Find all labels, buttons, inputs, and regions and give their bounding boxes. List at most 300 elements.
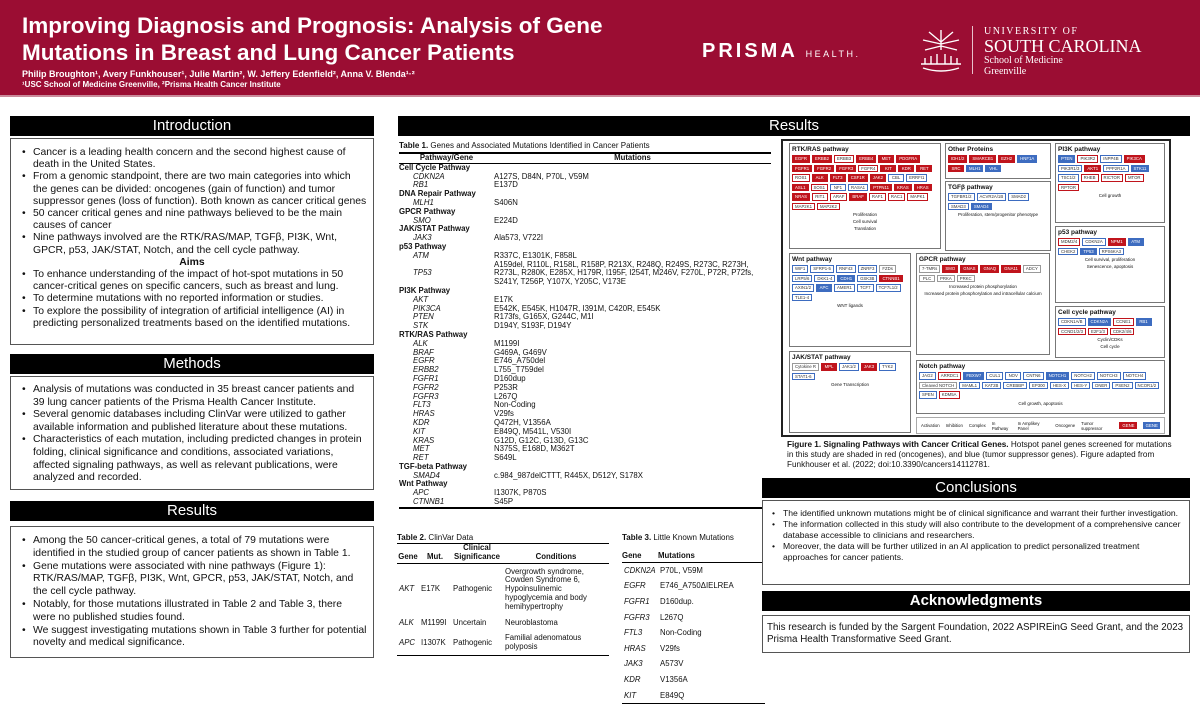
gene-box: ARRDC1 bbox=[938, 372, 962, 380]
acknowledgments-text: This research is funded by the Sargent Foundation, 2022 ASPIREinG Seed Grant, and the 2023 Prisma Health Transformative Seed Grant. bbox=[767, 622, 1184, 645]
gene-box: CSF1R bbox=[848, 174, 868, 182]
gene-box: FGFR4 bbox=[858, 165, 878, 173]
gene-name: CDKN2A bbox=[624, 565, 656, 575]
gene-boxes bbox=[1058, 238, 1162, 255]
table1-pathway-row bbox=[399, 287, 771, 296]
gene-name: ATM bbox=[413, 250, 429, 260]
gene-name: FLT3 bbox=[413, 400, 431, 410]
table1-caption-label: Table 1. bbox=[399, 141, 429, 150]
gene-box: SMO bbox=[942, 265, 958, 273]
conditions: Familial adenomatous polyposis bbox=[505, 633, 582, 652]
gene-box: CDH1 bbox=[837, 275, 855, 283]
gene-name: SMAD4 bbox=[413, 470, 440, 480]
gene-box: MAML1 bbox=[959, 382, 980, 390]
mutation: M1199I bbox=[421, 617, 447, 627]
table2-row bbox=[397, 615, 609, 631]
panel-title: Other Proteins bbox=[948, 146, 994, 153]
gene-name: ALK bbox=[413, 338, 428, 348]
gene-name: BRAF bbox=[413, 347, 434, 357]
gene-boxes bbox=[948, 155, 1048, 172]
gene-box: AXIN1/2 bbox=[792, 284, 814, 292]
conditions: Overgrowth syndrome, Cowden Syndrome 6, Hypoinsulinemic hypoglycemia and body hemihypertrophy bbox=[505, 566, 587, 611]
gene-box: SFRP1-5 bbox=[810, 265, 834, 273]
figure-legend bbox=[916, 417, 1165, 434]
mutations: E849Q, M541L, V530I bbox=[494, 426, 572, 436]
gene-box: PTEN bbox=[1058, 155, 1075, 163]
gene-box: JAK1/2 bbox=[839, 363, 859, 371]
mutations: P253R bbox=[494, 382, 518, 392]
pathway-name: Cell Cycle Pathway bbox=[399, 162, 471, 172]
gene-box: TGFBR1/2 bbox=[948, 193, 975, 201]
gene-box: FGFR1 bbox=[792, 165, 812, 173]
table2-header: Conditions bbox=[503, 544, 609, 564]
gene-box: EGFR bbox=[792, 155, 810, 163]
table2-block bbox=[397, 533, 609, 656]
mutations: A159del, R110L, R158L, R158P, R213X, R248Q, R249S, R273C, R273H, R273L, R280K, E285X, H179R, I195F, I254T, M246V, F270L, P72R, P72fs, S241Y, T256P, Y107X, Y205C, V173E bbox=[494, 259, 754, 287]
prisma-health-logo bbox=[702, 40, 860, 63]
mutations: Non-Coding bbox=[494, 400, 536, 410]
panel-title: TGFβ pathway bbox=[948, 184, 993, 191]
gene-box: KAT2B bbox=[982, 382, 1001, 390]
mutations: R337C, E1301K, F858L bbox=[494, 250, 577, 260]
panel-note: WNT ligands bbox=[837, 303, 863, 308]
gene-box: NOV bbox=[1005, 372, 1021, 380]
gene-name: EGFR bbox=[413, 356, 435, 366]
gene-box: PIK3R1/3 bbox=[1058, 165, 1082, 173]
panel-note: Proliferation bbox=[852, 212, 877, 217]
gene-box: INPP4B bbox=[1100, 155, 1121, 163]
gene-box: NCOR1/2 bbox=[1135, 382, 1160, 390]
figure1-caption-text: Hotspot panel genes screened for mutations in this study are shaded in red (oncogenes), and blue (tumor suppressor genes). Figure adapted from Funkhouser et al. (2022; doi:10.3390/cancers14112781. bbox=[787, 440, 1172, 470]
gene-box: CREBBP bbox=[1003, 382, 1027, 390]
pathway-name: DNA Repair Pathway bbox=[399, 189, 476, 199]
mutations: E17K bbox=[494, 294, 514, 304]
gene-box: ERBB4 bbox=[856, 155, 876, 163]
bullet-item: • Moreover, the data will be further utilized in an AI application to predict personalized treatment approaches for cancer patients. bbox=[767, 541, 1185, 563]
gene-box: CUL1 bbox=[986, 372, 1003, 380]
gene-box: ADCY bbox=[1023, 265, 1041, 273]
gene-box: RASA1 bbox=[848, 184, 868, 192]
gene-box: DKK1-4 bbox=[814, 275, 835, 283]
gene-boxes bbox=[1058, 155, 1162, 191]
panel-title: JAK/STAT pathway bbox=[792, 354, 851, 361]
legend-in-pathway: In Pathway bbox=[991, 420, 1009, 431]
table1-pathway-row bbox=[399, 331, 771, 340]
gene-box: Cleaved NOTCH bbox=[919, 382, 957, 390]
gene-name: KIT bbox=[624, 690, 637, 700]
gene-box: ERBB3 bbox=[834, 155, 854, 163]
methods-box bbox=[10, 376, 374, 490]
gene-box: HNF1A bbox=[1017, 155, 1037, 163]
gene-box: RET bbox=[916, 165, 932, 173]
table2-caption-text: ClinVar Data bbox=[426, 533, 474, 542]
gene-box: TSC1/2 bbox=[1058, 174, 1079, 182]
gene-box: EP300 bbox=[1029, 382, 1048, 390]
pathway-panel-tgf bbox=[945, 181, 1051, 251]
bullet-item: • 50 cancer critical genes and nine pathways believed to be the main causes of cancer bbox=[17, 208, 367, 232]
gene-name: RET bbox=[413, 453, 429, 463]
table2-header: Gene bbox=[397, 544, 419, 564]
gene-box: IDH1/2 bbox=[948, 155, 967, 163]
gene-box: PRKA bbox=[937, 275, 955, 283]
prisma-logo-text: PRISMA bbox=[702, 40, 798, 62]
table1-row bbox=[399, 445, 771, 454]
gene-box: KRAS bbox=[894, 184, 912, 192]
gene-name: FGFR2 bbox=[413, 382, 439, 392]
gene-box: KIT bbox=[880, 165, 896, 173]
gene-box: ALK bbox=[812, 174, 828, 182]
gene-box: RICTOR bbox=[1101, 174, 1123, 182]
pathway-name: JAK/STAT Pathway bbox=[399, 224, 470, 234]
bullet-item: • Cancer is a leading health concern and the second highest cause of death in the United States. bbox=[17, 147, 367, 171]
table3-header: Gene bbox=[622, 552, 658, 562]
gene-box: TYK2 bbox=[879, 363, 896, 371]
gene-box: FLT3 bbox=[830, 174, 846, 182]
mutations: V29fs bbox=[494, 409, 514, 419]
gene-box: CCNE1 bbox=[1113, 318, 1134, 326]
table1-header-gene: Pathway/Gene bbox=[399, 153, 494, 163]
table1-row bbox=[399, 349, 771, 358]
gene-name: AKT bbox=[399, 584, 415, 594]
table3-row bbox=[622, 625, 765, 641]
gene-box: SMAD2 bbox=[1008, 193, 1029, 201]
gene-boxes bbox=[919, 265, 1047, 282]
pathway-panel-wnt bbox=[789, 253, 911, 347]
mutations: A573V bbox=[660, 659, 684, 669]
gene-box: KDR bbox=[898, 165, 914, 173]
gene-box: ROS1 bbox=[792, 174, 810, 182]
mutations: E224D bbox=[494, 215, 518, 225]
bullet-item: • Among the 50 cancer-critical genes, a total of 79 mutations were identified in the studied group of cancer patients as shown in Table 1. bbox=[17, 535, 367, 561]
gene-name: MET bbox=[413, 444, 430, 454]
gene-box: Cytokine R bbox=[792, 363, 819, 371]
panel-title: Notch pathway bbox=[919, 363, 966, 370]
gene-box: CTNNB1 bbox=[879, 275, 902, 283]
gene-boxes bbox=[792, 265, 908, 301]
gene-name: HRAS bbox=[413, 409, 435, 419]
table3-row bbox=[622, 594, 765, 610]
panel-note: Cell growth, apoptosis bbox=[1018, 400, 1063, 406]
mutation: I1307K bbox=[421, 637, 446, 647]
table3-caption bbox=[622, 533, 765, 542]
bullet-item: • Notably, for those mutations illustrated in Table 2 and Table 3, there were no published studies found. bbox=[17, 599, 367, 625]
gene-box: MAPK1 bbox=[907, 193, 928, 201]
table1-pathway-row bbox=[399, 480, 771, 489]
authors: Philip Broughton¹, Avery Funkhouser¹, Julie Martin², W. Jeffery Edenfield², Anna V. Blenda¹·² bbox=[22, 69, 415, 79]
gene-box: RNF43 bbox=[836, 265, 856, 273]
prisma-logo-sub: HEALTH. bbox=[805, 49, 861, 59]
gene-box: GNA11 bbox=[1001, 265, 1021, 273]
bullet-item: • Analysis of mutations was conducted in 35 breast cancer patients and 39 lung cancer patients of the Prisma Health Cancer Institute. bbox=[17, 384, 367, 409]
table2-row bbox=[397, 630, 609, 655]
acknowledgments-heading: Acknowledgments bbox=[762, 591, 1190, 611]
mutations: Ala573, V722I bbox=[494, 233, 543, 243]
panel-note: Increased protein phosphorylation and intracellular calcium bbox=[924, 291, 1042, 296]
pathway-panel-notch bbox=[916, 360, 1165, 414]
gene-box: STK11 bbox=[1131, 165, 1150, 173]
table2 bbox=[397, 543, 609, 656]
gene-box: PIK3CA bbox=[1124, 155, 1145, 163]
gene-name: FGFR3 bbox=[624, 612, 650, 622]
table1-pathway-row bbox=[399, 225, 771, 234]
table1-row bbox=[399, 437, 771, 446]
pathway-panel-jak bbox=[789, 351, 911, 433]
gene-boxes bbox=[919, 372, 1162, 399]
clinical-significance: Uncertain bbox=[453, 617, 487, 627]
gene-box: LRP5/6 bbox=[792, 275, 812, 283]
clinical-significance: Pathogenic bbox=[453, 637, 493, 647]
gene-box: CDK2/4/6 bbox=[1110, 328, 1135, 336]
gene-name: APC bbox=[399, 637, 416, 647]
poster-title: Improving Diagnosis and Prognosis: Analysis of Gene Mutations in Breast and Lung Cancer Patients bbox=[22, 13, 603, 65]
gene-box: HES-Y bbox=[1071, 382, 1090, 390]
gene-box: CBL bbox=[888, 174, 904, 182]
gene-box: NOTCH2 bbox=[1071, 372, 1095, 380]
gene-name: EGFR bbox=[624, 581, 646, 591]
pathway-name: p53 Pathway bbox=[399, 241, 447, 251]
gene-box: RHEB bbox=[1081, 174, 1099, 182]
table3-row bbox=[622, 610, 765, 626]
gene-box: TP53 bbox=[1080, 248, 1096, 256]
pathway-name: RTK/RAS Pathway bbox=[399, 329, 468, 339]
usc-line2: SOUTH CAROLINA bbox=[984, 36, 1142, 56]
conclusions-heading: Conclusions bbox=[762, 478, 1190, 498]
panel-title: p53 pathway bbox=[1058, 229, 1098, 236]
gene-box: FZDs bbox=[879, 265, 896, 273]
gene-name: MLH1 bbox=[413, 197, 434, 207]
bullet-item: • To explore the possibility of integration of artificial intelligence (AI) in predicting personalized treatments based on the identified mutations. bbox=[17, 306, 367, 330]
table3-block bbox=[622, 533, 765, 704]
gene-box: JAG2 bbox=[919, 372, 936, 380]
pathway-name: TGF-beta Pathway bbox=[399, 461, 468, 471]
gene-box: RAF1 bbox=[869, 193, 886, 201]
gene-box: GNAQ bbox=[980, 265, 999, 273]
panel-note: Cyclin/CDKs bbox=[1097, 337, 1123, 342]
conclusions-box bbox=[762, 500, 1190, 585]
gene-box: SMAD3 bbox=[948, 203, 969, 211]
mutations: V1356A bbox=[660, 674, 688, 684]
gene-box: CHEK2 bbox=[1058, 248, 1078, 256]
gene-box: GSK3B bbox=[857, 275, 877, 283]
gene-name: KDR bbox=[413, 417, 430, 427]
mutations: E746_A750ΔIELREA bbox=[660, 581, 734, 591]
table3-row bbox=[622, 641, 765, 657]
gene-name: ERBB2 bbox=[413, 365, 439, 375]
table2-row bbox=[397, 563, 609, 614]
table1-row bbox=[399, 340, 771, 349]
gene-box: PDGFRA bbox=[896, 155, 920, 163]
gene-boxes bbox=[792, 363, 908, 380]
pathway-panel-cc bbox=[1055, 306, 1165, 358]
bullet-item: • Characteristics of each mutation, including predicted changes in protein folding, clinical significance and conditions, associated variations, affected signaling pathways, as well as relevant publications, were analyzed and recorded. bbox=[17, 434, 367, 484]
bullet-item: • From a genomic standpoint, there are two main categories into which the genes can be divided: oncogenes (gain of function) and tumor suppressor genes (loss of function). Both known as cancer critical genes bbox=[17, 171, 367, 208]
mutations: E542K, E545K, H1047R, I391M, C420R, E545K bbox=[494, 303, 661, 313]
mutations: R173fs, G165X, G244C, M1I bbox=[494, 312, 594, 322]
table1-row bbox=[399, 234, 771, 243]
table1-pathway-row bbox=[399, 208, 771, 217]
gene-box: ZNRF3 bbox=[858, 265, 878, 273]
mutations: L755_T759del bbox=[494, 365, 544, 375]
table1-block bbox=[399, 141, 771, 509]
pathway-panel-rtk bbox=[789, 143, 941, 249]
gene-box: CDKN2A bbox=[1082, 238, 1105, 246]
mutations: E137D bbox=[494, 180, 518, 190]
mutations: Non-Coding bbox=[660, 628, 702, 638]
gene-name: AKT bbox=[413, 294, 429, 304]
bullet-item: • Gene mutations were associated with nine pathways (Figure 1): RTK/RAS/MAP, TGFβ, PI3K, Wnt, GPCR, p53, JAK/STAT, Notch, and the cell cycle pathway. bbox=[17, 561, 367, 599]
gene-box: NF1 bbox=[830, 184, 846, 192]
gene-name: ALK bbox=[399, 617, 414, 627]
panel-note: Cell cycle bbox=[1100, 344, 1120, 349]
gene-box: SOS1 bbox=[811, 184, 828, 192]
legend-tumor-suppressor: Tumor suppressor bbox=[1081, 420, 1103, 431]
pathway-panel-pi3k bbox=[1055, 143, 1165, 223]
panel-note: Cell growth bbox=[1098, 193, 1122, 198]
table1-row bbox=[399, 410, 771, 419]
gene-box: BRAF bbox=[849, 193, 866, 201]
mutations: N375S, E168D, M362T bbox=[494, 444, 575, 454]
gene-box: SRC bbox=[948, 165, 964, 173]
table3-row bbox=[622, 672, 765, 688]
signaling-pathways-figure bbox=[781, 139, 1171, 437]
gene-box: MAP2K2 bbox=[817, 203, 840, 211]
gene-box: 7-TMRs bbox=[919, 265, 940, 273]
bullet-item: • Nine pathways involved are the RTK/RAS/MAP, TGFβ, PI3K, Wnt, GPCR, p53, JAK/STAT, Notch, and the cell cycle pathway. bbox=[17, 232, 367, 256]
results-bullets bbox=[17, 535, 367, 650]
gene-box: HES-X bbox=[1050, 382, 1069, 390]
gene-name: RB1 bbox=[413, 180, 429, 190]
legend-complex: Complex bbox=[968, 423, 986, 428]
table1-row bbox=[399, 173, 771, 182]
gene-boxes bbox=[948, 193, 1048, 210]
gene-box: CDKN2A bbox=[1088, 318, 1111, 326]
table3 bbox=[622, 552, 765, 704]
gene-name: CTNNB1 bbox=[413, 497, 445, 507]
affiliations: ¹USC School of Medicine Greenville, ²Prisma Health Cancer Institute bbox=[22, 80, 281, 89]
gene-name: CDKN2A bbox=[413, 171, 445, 181]
gene-box: FBXW7 bbox=[963, 372, 984, 380]
figure1-caption-label: Figure 1. Signaling Pathways with Cancer Critical Genes. bbox=[787, 440, 1009, 449]
gene-name: PTEN bbox=[413, 312, 434, 322]
results-box bbox=[10, 526, 374, 658]
gene-box: PTPN11 bbox=[870, 184, 892, 192]
gene-box: RPTOR bbox=[1058, 184, 1079, 192]
panel-title: PI3K pathway bbox=[1058, 146, 1101, 153]
logo-divider bbox=[972, 26, 973, 74]
legend-activation: Activation bbox=[921, 423, 940, 428]
gene-box: TCF7 bbox=[857, 284, 874, 292]
results-heading-right: Results bbox=[398, 116, 1190, 136]
mutations: Q472H, V1356A bbox=[494, 417, 551, 427]
gene-box: CNTN6 bbox=[1023, 372, 1043, 380]
table2-caption-label: Table 2. bbox=[397, 533, 427, 542]
table1-row bbox=[399, 313, 771, 322]
gene-name: JAK3 bbox=[413, 233, 432, 243]
table1-row bbox=[399, 357, 771, 366]
bullet-item: • To determine mutations with no reported information or studies. bbox=[17, 293, 367, 305]
panel-title: Wnt pathway bbox=[792, 256, 833, 263]
table3-caption-label: Table 3. bbox=[622, 533, 652, 542]
gene-box: FGFR2 bbox=[814, 165, 834, 173]
gene-box: MET bbox=[878, 155, 894, 163]
gene-box: ATM bbox=[1128, 238, 1144, 246]
table3-header: Mutations bbox=[658, 552, 765, 562]
usc-line1: UNIVERSITY OF bbox=[984, 26, 1079, 37]
gene-name: KIT bbox=[413, 426, 426, 436]
gene-name: FGFR1 bbox=[413, 373, 439, 383]
gene-name: KRAS bbox=[413, 435, 435, 445]
gene-name: JAK3 bbox=[624, 659, 643, 669]
gene-box: AKT1 bbox=[1084, 165, 1101, 173]
methods-heading: Methods bbox=[10, 354, 374, 374]
gene-box: ERRFI1 bbox=[906, 174, 927, 182]
mutations: S406N bbox=[494, 197, 518, 207]
acknowledgments-box bbox=[762, 615, 1190, 653]
introduction-heading: Introduction bbox=[10, 116, 374, 136]
legend-gene-oncogene: GENE bbox=[1119, 422, 1136, 430]
panel-note: Senescence, apoptosis bbox=[1086, 264, 1134, 269]
pathway-name: GPCR Pathway bbox=[399, 206, 456, 216]
gene-box: ASL1 bbox=[792, 184, 809, 192]
table3-row bbox=[622, 562, 765, 578]
gene-box: EZH2 bbox=[998, 155, 1015, 163]
pathway-name: PI3K Pathway bbox=[399, 285, 451, 295]
table1-row bbox=[399, 498, 771, 508]
mutations: L267Q bbox=[494, 391, 518, 401]
gene-box: ACVR2A/1B bbox=[977, 193, 1007, 201]
table2-header: Mut. bbox=[419, 544, 451, 564]
gene-box: HRAS bbox=[914, 184, 932, 192]
mutations: P70L, V59M bbox=[660, 565, 703, 575]
panel-title: Cell cycle pathway bbox=[1058, 309, 1116, 316]
usc-line3: School of Medicine bbox=[984, 55, 1063, 66]
legend-oncogene: Oncogene bbox=[1055, 423, 1076, 428]
gene-name: TP53 bbox=[413, 268, 432, 278]
table1-pathway-row bbox=[399, 190, 771, 199]
gene-box: VHL bbox=[985, 165, 1001, 173]
table2-caption bbox=[397, 533, 609, 542]
introduction-box bbox=[10, 138, 374, 345]
clinical-significance: Pathogenic bbox=[453, 584, 493, 594]
mutations: V29fs bbox=[660, 643, 680, 653]
gene-box: GNAS bbox=[960, 265, 978, 273]
table1-header-mutations: Mutations bbox=[494, 153, 771, 163]
mutations: I1307K, P870S bbox=[494, 488, 547, 498]
table1-row bbox=[399, 384, 771, 393]
table1-caption-text: Genes and Associated Mutations Identified in Cancer Patients bbox=[428, 141, 650, 150]
table1 bbox=[399, 152, 771, 509]
table3-row bbox=[622, 688, 765, 704]
introduction-bullets bbox=[17, 147, 367, 257]
mutations: S649L bbox=[494, 453, 517, 463]
legend-inhibition: Inhibition bbox=[945, 423, 963, 428]
table1-row bbox=[399, 401, 771, 410]
gene-box: TLE1-4 bbox=[792, 294, 812, 302]
table3-row bbox=[622, 656, 765, 672]
gene-box: PLC bbox=[919, 275, 935, 283]
panel-note: Increased protein phosphorylation bbox=[949, 284, 1017, 289]
table1-row bbox=[399, 393, 771, 402]
gene-box: CCND1/2/3 bbox=[1058, 328, 1086, 336]
gene-box: DNER bbox=[1092, 382, 1110, 390]
gene-name: KDR bbox=[624, 674, 641, 684]
table1-row bbox=[399, 489, 771, 498]
gene-box: CDKN1A/B bbox=[1058, 318, 1086, 326]
gene-box: E2F1/3 bbox=[1088, 328, 1108, 336]
methods-bullets bbox=[17, 384, 367, 485]
mutations: G469A, G469V bbox=[494, 347, 547, 357]
gene-box: RAC1 bbox=[888, 193, 905, 201]
